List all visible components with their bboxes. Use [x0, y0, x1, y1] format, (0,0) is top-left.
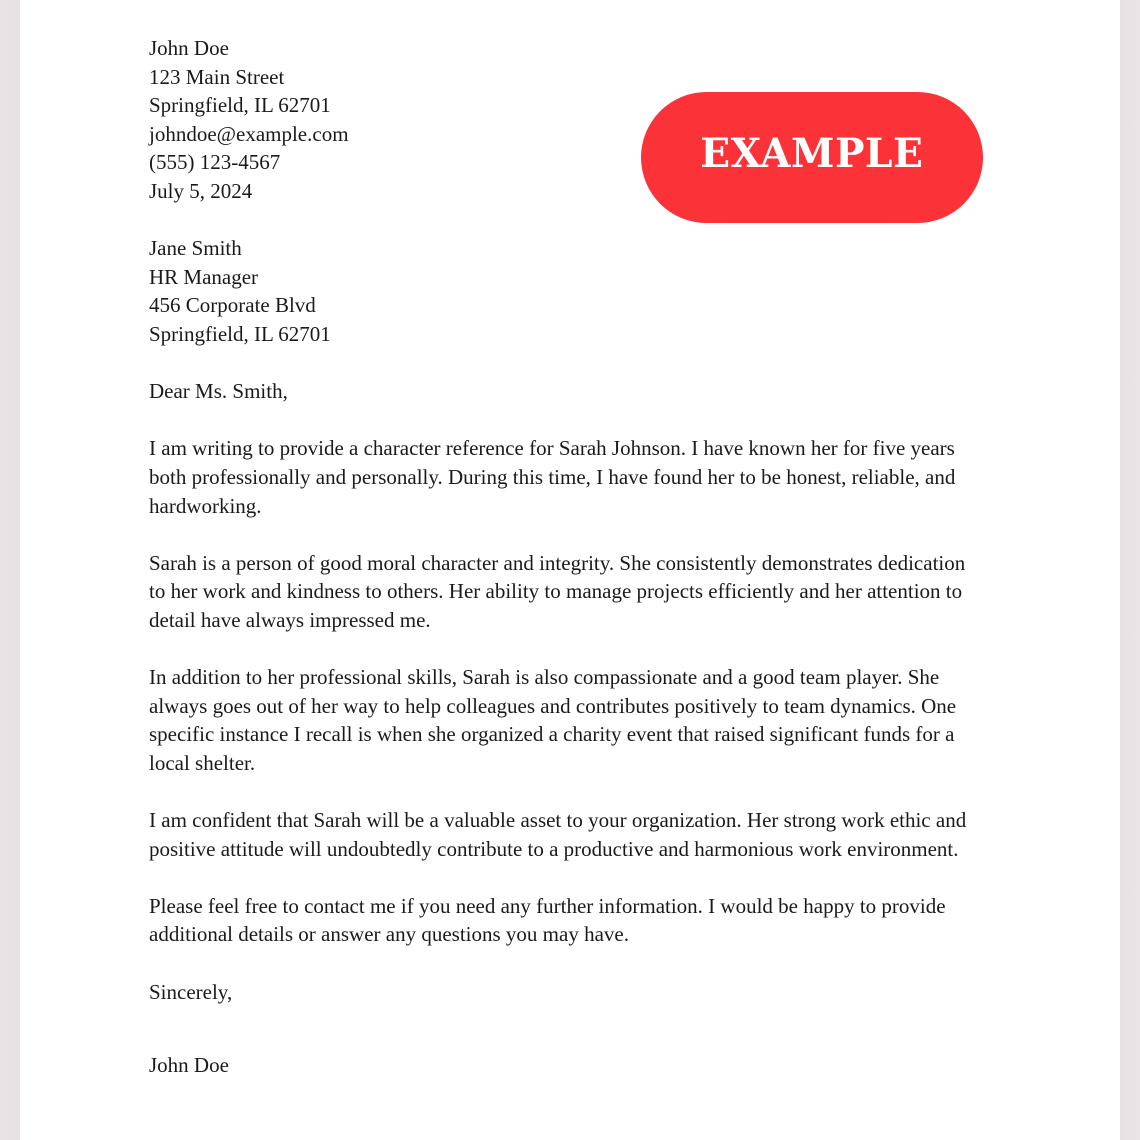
letter-date: July 5, 2024 — [149, 178, 253, 203]
recipient-address-block — [149, 234, 1009, 348]
reference-letter — [149, 34, 1009, 1080]
paragraph-line: additional details or answer any questions you may have. — [149, 922, 629, 947]
salutation — [149, 377, 1009, 406]
recipient-name: Jane Smith — [149, 236, 242, 261]
paragraph-line: Please feel free to contact me if you need any further information. I would be happy to provide — [149, 893, 946, 918]
paragraph-line: Sarah is a person of good moral character and integrity. She consistently demonstrates dedication — [149, 550, 966, 575]
example-badge-label: EXAMPLE — [700, 130, 924, 177]
sender-name: John Doe — [149, 36, 229, 60]
signature-name: John Doe — [149, 1053, 229, 1078]
body-paragraph-2 — [149, 549, 1009, 635]
sender-city-state-zip: Springfield, IL 62701 — [149, 93, 331, 118]
sender-phone: (555) 123-4567 — [149, 150, 281, 175]
paragraph-line: to her work and kindness to others. Her ability to manage projects efficiently and her attention to — [149, 579, 963, 604]
paragraph-line: detail have always impressed me. — [149, 607, 431, 632]
paragraph-line: both professionally and personally. During this time, I have found her to be honest, reliable, and — [149, 464, 956, 489]
recipient-street: 456 Corporate Blvd — [149, 293, 316, 318]
sender-street: 123 Main Street — [149, 64, 285, 89]
paragraph-line: always goes out of her way to help colleagues and contributes positively to team dynamics. One — [149, 693, 957, 718]
body-paragraph-1 — [149, 434, 1009, 520]
signature — [149, 1051, 1009, 1080]
paragraph-line: I am confident that Sarah will be a valuable asset to your organization. Her strong work ethic and — [149, 808, 967, 833]
paragraph-line: local shelter. — [149, 750, 256, 775]
paragraph-line: positive attitude will undoubtedly contribute to a productive and harmonious work environment. — [149, 836, 959, 861]
body-paragraph-3 — [149, 663, 1009, 777]
salutation-text: Dear Ms. Smith, — [149, 379, 288, 404]
sender-address-block — [149, 34, 1009, 206]
paragraph-line: In addition to her professional skills, Sarah is also compassionate and a good team player. She — [149, 665, 940, 690]
closing — [149, 978, 1009, 1007]
paragraph-line: hardworking. — [149, 493, 262, 518]
paragraph-line: I am writing to provide a character reference for Sarah Johnson. I have known her for five years — [149, 436, 955, 461]
body-paragraph-5 — [149, 892, 1009, 949]
closing-text: Sincerely, — [149, 979, 233, 1004]
recipient-title: HR Manager — [149, 264, 259, 289]
recipient-city-state-zip: Springfield, IL 62701 — [149, 321, 331, 346]
body-paragraph-4 — [149, 806, 1009, 863]
paragraph-line: specific instance I recall is when she organized a charity event that raised significant funds for a — [149, 722, 955, 747]
sender-email: johndoe@example.com — [149, 121, 349, 146]
